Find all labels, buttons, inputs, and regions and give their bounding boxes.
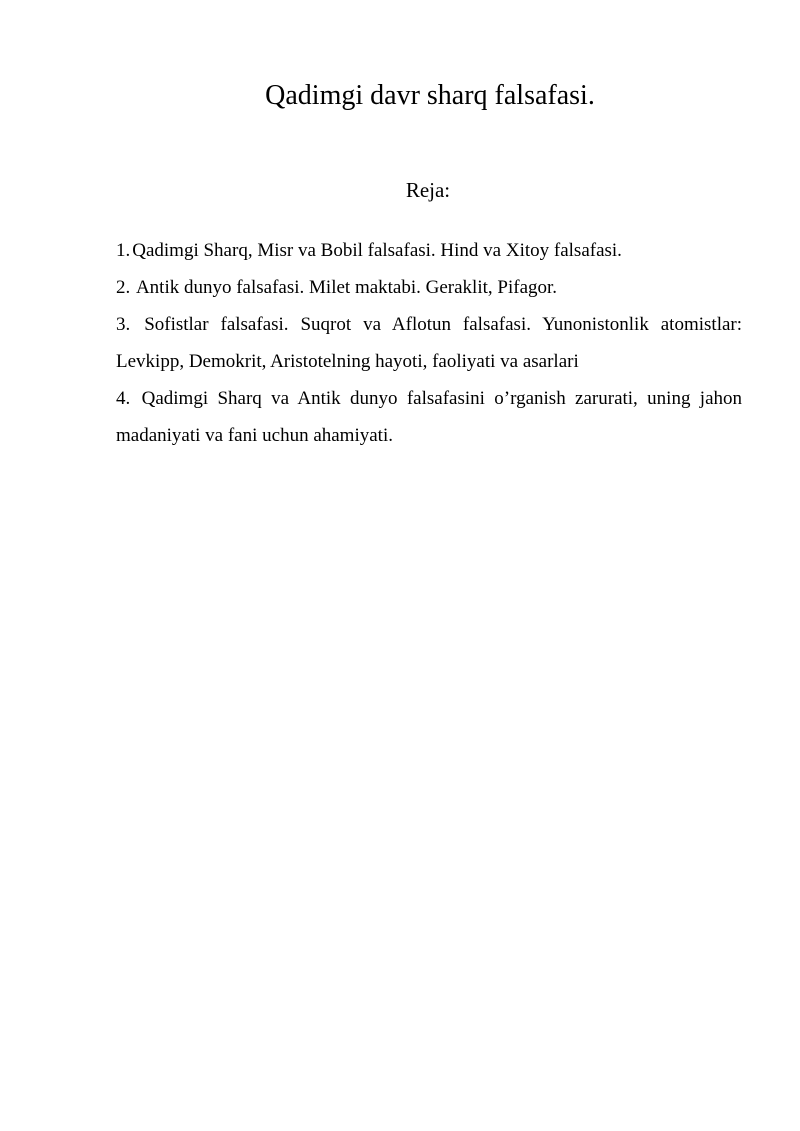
plan-list — [116, 232, 742, 454]
plan-heading: Reja: — [405, 178, 451, 202]
plan-item-number: 4. — [116, 388, 131, 409]
plan-item-number: 2. — [116, 277, 131, 298]
plan-item-text: Antik dunyo falsafasi. Milet maktabi. Geraklit, Pifagor. — [135, 277, 558, 298]
plan-item — [116, 232, 742, 269]
plan-item-number: 1. — [116, 240, 131, 261]
plan-item — [116, 380, 742, 454]
plan-item-text: Sofistlar falsafasi. Suqrot va Aflotun falsafasi. Yunonistonlik atomistlar: Levkipp, Demokrit, Aristotelning hayoti, faoliyati va asarlari — [116, 314, 743, 372]
plan-item-text: Qadimgi Sharq va Antik dunyo falsafasini o’rganish zarurati, uning jahon madaniyati va fani uchun ahamiyati. — [116, 388, 743, 446]
plan-item — [116, 306, 742, 380]
plan-item — [116, 269, 742, 306]
plan-item-text: Qadimgi Sharq, Misr va Bobil falsafasi. Hind va Xitoy falsafasi. — [132, 240, 622, 261]
document-title: Qadimgi davr sharq falsafasi. — [265, 80, 595, 111]
plan-item-number: 3. — [116, 314, 131, 335]
